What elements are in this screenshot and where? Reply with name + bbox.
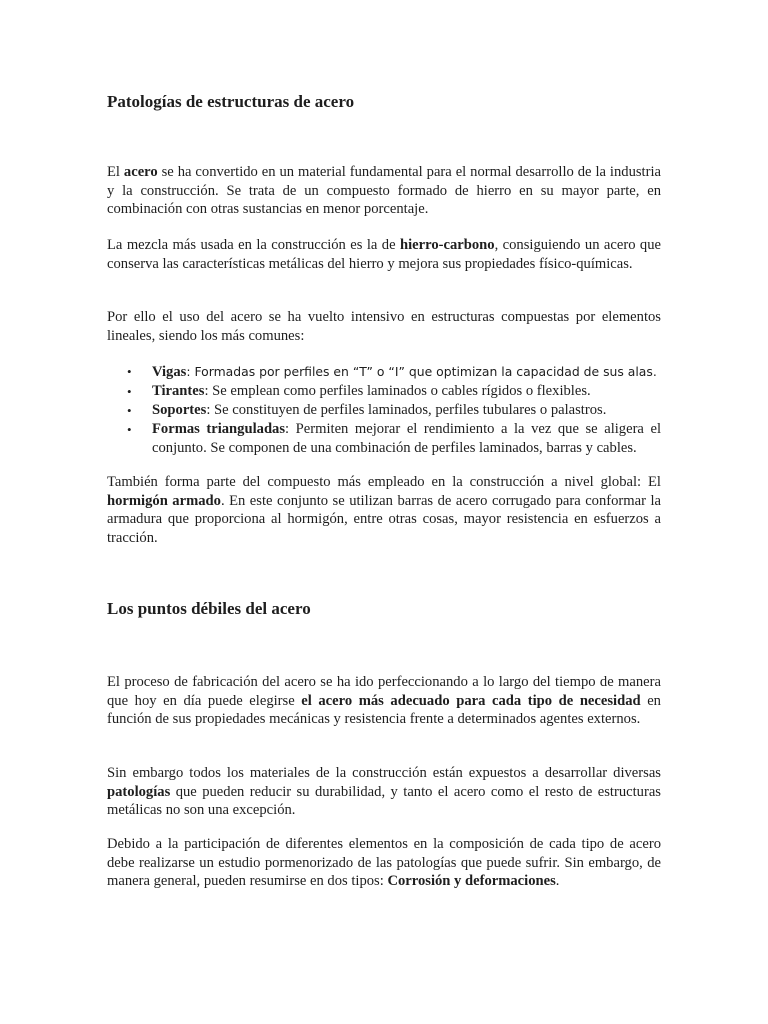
list-item-formas-trianguladas [107,420,661,458]
bullet-icon: • [127,422,132,437]
bold-term-hormigon-armado: hormigón armado [107,492,221,509]
bullet-icon: • [127,384,132,399]
intro-paragraph-3: Por ello el uso del acero se ha vuelto intensivo en estructuras compuestas por elementos lineales, siendo los más comunes: [107,309,661,344]
list-item-term: Formas trianguladas [152,421,286,437]
bold-term-acero: acero [123,164,158,180]
bold-phrase-corrosion-deformaciones: Corrosión y deformaciones [387,873,556,889]
list-item-vigas [107,362,661,382]
text-run: que pueden reducir su durabilidad, y tanto el acero como el resto de estructuras metálicas no son una excepción. [107,783,661,818]
intro-paragraph-4 [107,473,661,547]
text-run: Debido a la participación de diferentes elementos en la composición de cada tipo de acero debe realizarse un estudio pormenorizado de las patologías que puede sufrir. Sin embargo, de manera general, pueden resumirse en dos tipos: [107,836,661,889]
text-run: en función de sus propiedades mecánicas y resistencia frente a determinados agentes externos. [107,692,661,727]
text-run: También forma parte del compuesto más empleado en la construcción a nivel global: El [107,474,661,490]
section-heading: Los puntos débiles del acero [107,599,311,618]
bold-term-hierro-carbono: hierro-carbono [400,237,495,253]
list-item-term: Vigas [152,364,187,380]
text-run: La mezcla más usada en la construcción es la de [107,237,400,253]
bullet-icon: • [127,364,132,379]
list-item-term: Tirantes [152,383,205,399]
text-run: El proceso de fabricación del acero se ha ido perfeccionando a lo largo del tiempo de manera que hoy en día puede elegirse [107,674,661,709]
list-item-description: : Formadas por perfiles en “T” o “I” que optimizan la capacidad de sus alas. [186,364,657,379]
bullet-icon: • [127,403,132,418]
bold-phrase-acero-adecuado: el acero más adecuado para cada tipo de necesidad [301,692,641,709]
list-item-term: Soportes [152,402,207,418]
section-paragraph-1 [107,673,661,729]
text-run: . En este conjunto se utilizan barras de acero corrugado para conformar la armadura que proporciona al hormigón, entre otras cosas, mayor resistencia en esfuerzos a tracción. [107,492,661,546]
list-item-description: : Se constituyen de perfiles laminados, perfiles tubulares o palastros. [206,402,607,418]
page-title: Patologías de estructuras de acero [107,92,355,111]
text-run: . [555,873,560,889]
list-item-soportes [107,401,661,420]
intro-paragraph-2 [107,236,661,273]
list-item-description: : Se emplean como perfiles laminados o cables rígidos o flexibles. [204,383,591,399]
element-list [107,362,661,458]
list-item-description: : Permiten mejorar el rendimiento a la vez que se aligera el conjunto. Se componen de una combinación de perfiles laminados, barras y cables. [152,421,661,456]
text-run: El [107,164,124,180]
intro-paragraph-1 [107,163,661,219]
section-paragraph-3 [107,835,661,891]
text-run: , consiguiendo un acero que conserva las características metálicas del hierro y mejora sus propiedades físico-químicas. [107,237,661,272]
section-paragraph-2 [107,764,661,820]
text-run: se ha convertido en un material fundamental para el normal desarrollo de la industria y la construcción. Se trata de un compuesto formado de hierro en su mayor parte, en combinación con otras sustancias en menor porcentaje. [107,164,662,217]
list-item-tirantes [107,382,661,401]
bold-term-patologias: patologías [107,783,171,800]
text-run: Sin embargo todos los materiales de la construcción están expuestos a desarrollar diversas [107,765,661,781]
